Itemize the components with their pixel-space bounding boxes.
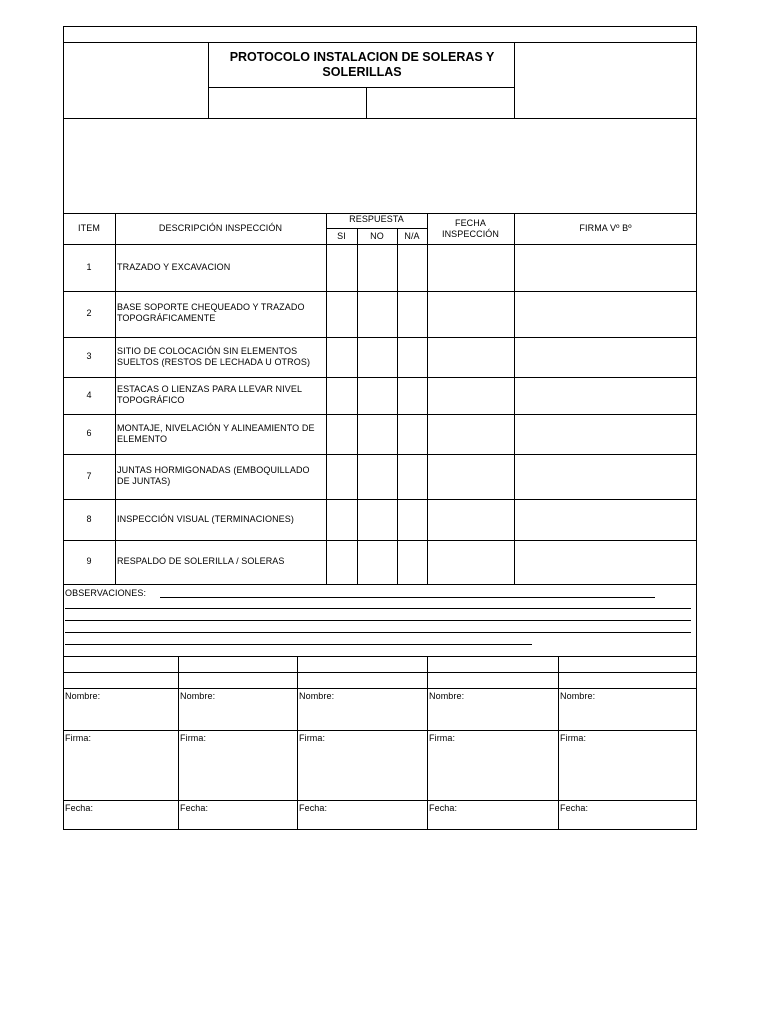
observaciones-label: OBSERVACIONES: [65, 588, 147, 598]
row-item-number: 1 [86, 262, 92, 272]
signature-nombre-label: Nombre: [560, 691, 596, 701]
row-description-line2: TOPOGRÁFICAMENTE [117, 313, 216, 323]
row-description [117, 514, 325, 525]
row-item-number: 7 [86, 471, 92, 481]
signature-firma-label: Firma: [429, 733, 456, 743]
row-description [117, 302, 325, 324]
row-item-number: 4 [86, 390, 92, 400]
signature-firma-label: Firma: [65, 733, 92, 743]
signature-nombre-label: Nombre: [429, 691, 465, 701]
header-descripcion: DESCRIPCIÓN INSPECCIÓN [158, 223, 283, 233]
signature-col-line [178, 656, 179, 830]
header-fecha [427, 218, 514, 240]
header-firma: FIRMA Vº Bº [579, 223, 632, 233]
row-rule [63, 540, 697, 541]
signature-col-line [427, 656, 428, 830]
row-item-number: 8 [86, 514, 92, 524]
row-description-line1: BASE SOPORTE CHEQUEADO Y TRAZADO [117, 302, 305, 312]
signature-fecha-label: Fecha: [429, 803, 458, 813]
signature-col-line [297, 656, 298, 830]
signature-nombre-label: Nombre: [65, 691, 101, 701]
signature-rule [63, 688, 697, 689]
signature-rule [63, 672, 697, 673]
signature-fecha-label: Fecha: [560, 803, 589, 813]
title-sub-divider [366, 87, 367, 119]
row-description-line2: ELEMENTO [117, 434, 168, 444]
header-na: N/A [404, 231, 420, 241]
col-line-si [357, 228, 358, 584]
row-rule [63, 499, 697, 500]
row-rule [63, 454, 697, 455]
col-line-fecha [514, 213, 515, 584]
row-rule [63, 414, 697, 415]
col-line-no [397, 228, 398, 584]
row-description-line1: MONTAJE, NIVELACIÓN Y ALINEAMIENTO DE [117, 423, 315, 433]
signature-nombre-label: Nombre: [299, 691, 335, 701]
header-no: NO [370, 231, 384, 241]
signature-top-rule [63, 656, 697, 657]
signature-col-line [558, 656, 559, 830]
observaciones-line [65, 620, 691, 621]
signature-fecha-label: Fecha: [65, 803, 94, 813]
header-bottom-rule [63, 118, 697, 119]
row-description-line1: INSPECCIÓN VISUAL (TERMINACIONES) [117, 514, 294, 524]
row-description [117, 465, 325, 487]
signature-fecha-label: Fecha: [180, 803, 209, 813]
row-rule [63, 377, 697, 378]
row-description-line1: TRAZADO Y EXCAVACION [117, 262, 231, 272]
header-top-rule [63, 42, 697, 43]
signature-nombre-label: Nombre: [180, 691, 216, 701]
signature-rule [63, 800, 697, 801]
title-bottom-rule [208, 87, 514, 88]
signature-firma-label: Firma: [180, 733, 207, 743]
row-description [117, 346, 325, 368]
header-divider-left [208, 42, 209, 119]
row-rule [63, 337, 697, 338]
observaciones-line [160, 597, 655, 598]
header-si: SI [337, 231, 346, 241]
signature-fecha-label: Fecha: [299, 803, 328, 813]
table-bottom-rule [63, 584, 697, 585]
row-rule [63, 244, 697, 245]
row-description [117, 423, 325, 445]
document-title-line2: SOLERILLAS [322, 65, 402, 79]
header-divider-right [514, 42, 515, 119]
observaciones-line [65, 644, 532, 645]
signature-firma-label: Firma: [299, 733, 326, 743]
row-item-number: 2 [86, 308, 92, 318]
row-description-line1: JUNTAS HORMIGONADAS (EMBOQUILLADO [117, 465, 310, 475]
row-description-line1: SITIO DE COLOCACIÓN SIN ELEMENTOS [117, 346, 298, 356]
row-description-line2: TOPOGRÁFICO [117, 395, 185, 405]
row-description-line1: RESPALDO DE SOLERILLA / SOLERAS [117, 556, 285, 566]
header-fecha-line2: INSPECCIÓN [441, 229, 499, 239]
document-title-line1: PROTOCOLO INSTALACION DE SOLERAS Y [229, 50, 495, 64]
col-line-na [427, 213, 428, 584]
row-description-line2: SUELTOS (RESTOS DE LECHADA U OTROS) [117, 357, 311, 367]
row-rule [63, 291, 697, 292]
row-description-line2: DE JUNTAS) [117, 476, 171, 486]
header-respuesta: RESPUESTA [349, 214, 404, 224]
col-line-desc [326, 213, 327, 584]
header-item: ITEM [78, 223, 100, 233]
row-description [117, 262, 325, 273]
row-description [117, 556, 325, 567]
document-title [210, 50, 514, 80]
signature-rule [63, 730, 697, 731]
row-description [117, 384, 325, 406]
observaciones-line [65, 608, 691, 609]
signature-firma-label: Firma: [560, 733, 587, 743]
row-item-number: 3 [86, 351, 92, 361]
header-fecha-line1: FECHA [454, 218, 486, 228]
row-item-number: 6 [86, 428, 92, 438]
observaciones-line [65, 632, 691, 633]
col-line-item [115, 213, 116, 584]
respuesta-sub-rule [326, 228, 427, 229]
row-description-line1: ESTACAS O LIENZAS PARA LLEVAR NIVEL [117, 384, 303, 394]
row-item-number: 9 [86, 556, 92, 566]
